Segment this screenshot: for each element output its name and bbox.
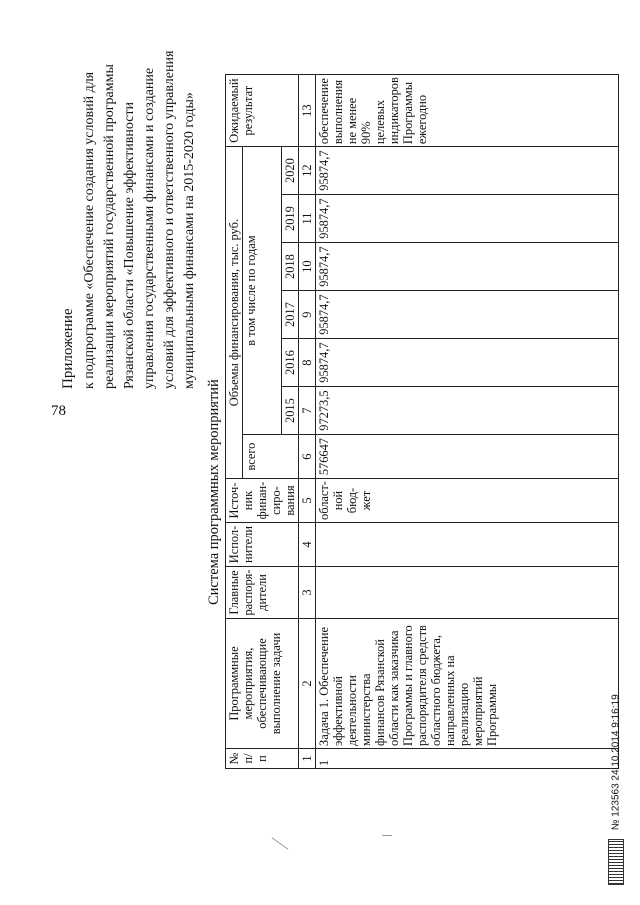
column-number-row <box>299 75 316 769</box>
program-table <box>225 74 619 769</box>
header-by-year: в том числе по годам <box>243 147 282 435</box>
table-row <box>316 75 619 769</box>
column-number: 4 <box>299 523 316 567</box>
header-year: 2019 <box>282 195 299 243</box>
row-num: 1 <box>316 749 619 769</box>
header-volumes: Объемы финансирования, тыс. руб. <box>226 147 243 479</box>
column-number: 2 <box>299 619 316 749</box>
header-executors: Испол-нители <box>226 523 299 567</box>
appendix-line: муниципальными финансами на 2015-2020 годы» <box>182 92 197 389</box>
row-executors <box>316 523 619 567</box>
row-value-2018: 95874,7 <box>316 243 619 291</box>
appendix-block <box>58 29 200 389</box>
row-value-2017: 95874,7 <box>316 291 619 339</box>
footer-registration <box>608 694 624 885</box>
appendix-line: реализации мероприятий государственной программы <box>102 64 117 389</box>
header-event: Программные мероприятия, обеспечивающие выполнение задачи <box>226 619 299 749</box>
row-event: Задача 1. Обеспечение эффективной деятельности министерства финансов Рязанской области как заказчика Программы и главного распорядителя средств областного бюджета, направленных на реализацию мероприятий Программы <box>316 619 619 749</box>
column-number: 12 <box>299 147 316 195</box>
column-number: 10 <box>299 243 316 291</box>
scan-mark <box>382 835 392 836</box>
header-year: 2015 <box>282 387 299 435</box>
header-year: 2020 <box>282 147 299 195</box>
row-source: област-ной бюд-жет <box>316 479 619 523</box>
row-total: 576647 <box>316 435 619 479</box>
column-number: 7 <box>299 387 316 435</box>
header-year: 2017 <box>282 291 299 339</box>
column-number: 5 <box>299 479 316 523</box>
row-value-2016: 95874,7 <box>316 339 619 387</box>
column-number: 13 <box>299 75 316 147</box>
header-total: всего <box>243 435 299 479</box>
header-source: Источ-ник финан-сиро-вания <box>226 479 299 523</box>
header-year: 2018 <box>282 243 299 291</box>
column-number: 6 <box>299 435 316 479</box>
column-number: 1 <box>299 749 316 769</box>
appendix-line: управления государственными финансами и создание <box>142 67 157 389</box>
header-result: Ожидаемый результат <box>226 75 299 147</box>
column-number: 3 <box>299 567 316 619</box>
header-num: № п/п <box>226 749 299 769</box>
column-number: 11 <box>299 195 316 243</box>
header-main-managers: Главные распоря-дители <box>226 567 299 619</box>
header-year: 2016 <box>282 339 299 387</box>
footer-text: № 123563 24.10.2014 9:16:19 <box>610 694 622 831</box>
page-number: 78 <box>51 403 66 419</box>
barcode-icon <box>608 839 624 885</box>
appendix-line: Рязанской области «Повышение эффективности <box>122 101 137 389</box>
row-value-2020: 95874,7 <box>316 147 619 195</box>
row-value-2015: 97273,5 <box>316 387 619 435</box>
appendix-line: к подпрограмме «Обеспечение создания условий для <box>82 71 97 389</box>
column-number: 8 <box>299 339 316 387</box>
row-main-managers <box>316 567 619 619</box>
appendix-line: условий для эффективного и ответственного управления <box>162 50 177 389</box>
column-number: 9 <box>299 291 316 339</box>
row-result: обеспечение выполнения не менее 90% целевых индикаторов Программы ежегодно <box>316 75 619 147</box>
system-title: Система программных мероприятий <box>206 379 222 605</box>
row-value-2019: 95874,7 <box>316 195 619 243</box>
appendix-title: Приложение <box>60 308 76 389</box>
